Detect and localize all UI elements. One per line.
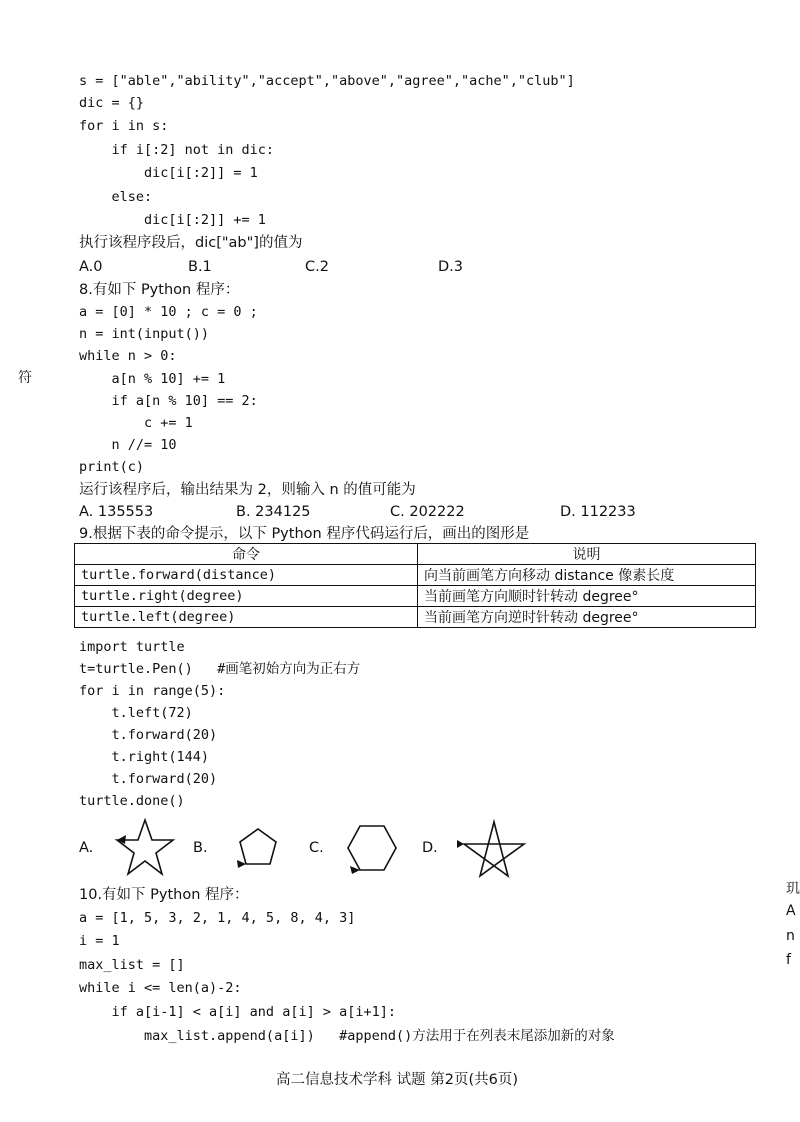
code-line: a = [1, 5, 3, 2, 1, 4, 5, 8, 4, 3] [79,910,356,926]
table-header: 命令 [75,544,418,565]
q9-option-b: B. [193,840,208,856]
command-table [74,543,756,628]
pentagram-icon [456,818,528,882]
code-line: t=turtle.Pen() #画笔初始方向为正右方 [79,661,361,677]
code-line: max_list = [] [79,957,185,973]
code-line: if a[i-1] < a[i] and a[i] > a[i+1]: [79,1004,396,1020]
table-cell: 当前画笔方向逆时针转动 degree° [418,607,756,628]
table-row [75,586,756,607]
code-line: while n > 0: [79,348,177,364]
hexagon-icon [344,822,400,876]
code-line: t.forward(20) [79,771,218,787]
q7-option-a: A.0 [79,259,103,275]
code-line: dic[i[:2]] = 1 [79,165,258,181]
margin-fragment-right: 玑 [786,881,800,897]
code-line: else: [79,189,153,205]
margin-fragment-right: A [786,903,796,919]
margin-fragment-right: f [786,952,791,968]
code-line: c += 1 [79,415,193,431]
q8-option-c: C. 202222 [390,504,465,520]
q9-option-d: D. [422,840,438,856]
code-line: if i[:2] not in dic: [79,142,275,158]
q7-option-c: C.2 [305,259,329,275]
table-header-row [75,544,756,565]
q8-option-d: D. 112233 [560,504,636,520]
code-line: dic = {} [79,95,145,111]
table-cell: turtle.right(degree) [75,586,418,607]
code-line: while i <= len(a)-2: [79,980,242,996]
question-8-prompt: 运行该程序后，输出结果为 2，则输入 n 的值可能为 [79,482,416,498]
margin-fragment-left: 符 [18,370,32,386]
q9-option-c: C. [309,840,324,856]
code-line: print(c) [79,459,145,475]
q8-option-a: A. 135553 [79,504,154,520]
code-line: a[n % 10] += 1 [79,371,226,387]
question-8-title: 8.有如下 Python 程序： [79,282,240,298]
table-cell: 向当前画笔方向移动 distance 像素长度 [418,565,756,586]
code-line: n = int(input()) [79,326,210,342]
code-line: turtle.done() [79,793,185,809]
code-line: n //= 10 [79,437,177,453]
code-line: for i in range(5): [79,683,226,699]
table-cell: 当前画笔方向顺时针转动 degree° [418,586,756,607]
margin-fragment-right: n [786,928,795,944]
code-line: dic[i[:2]] += 1 [79,212,266,228]
code-line: s = ["able","ability","accept","above","agree","ache","club"] [79,73,575,89]
table-row [75,607,756,628]
q7-option-b: B.1 [188,259,212,275]
table-cell: turtle.left(degree) [75,607,418,628]
code-line: t.right(144) [79,749,210,765]
table-cell: turtle.forward(distance) [75,565,418,586]
code-line: if a[n % 10] == 2: [79,393,258,409]
code-line: i = 1 [79,933,120,949]
table-row [75,565,756,586]
code-line: a = [0] * 10 ; c = 0 ; [79,304,258,320]
page-footer: 高二信息技术学科 试题 第2页(共6页) [276,1072,518,1088]
question-9-title: 9.根据下表的命令提示，以下 Python 程序代码运行后，画出的图形是 [79,526,530,542]
code-line: t.left(72) [79,705,193,721]
q9-option-a: A. [79,840,94,856]
question-10-title: 10.有如下 Python 程序： [79,887,249,903]
question-7-prompt: 执行该程序段后，dic["ab"]的值为 [79,235,303,251]
q7-option-d: D.3 [438,259,463,275]
code-line: for i in s: [79,118,169,134]
code-line: t.forward(20) [79,727,218,743]
pentagon-icon [232,826,280,870]
table-header: 说明 [418,544,756,565]
q8-option-b: B. 234125 [236,504,311,520]
code-line: max_list.append(a[i]) #append()方法用于在列表末尾添加新的对象 [79,1028,615,1044]
star-outline-icon [112,816,178,880]
code-line: import turtle [79,639,185,655]
